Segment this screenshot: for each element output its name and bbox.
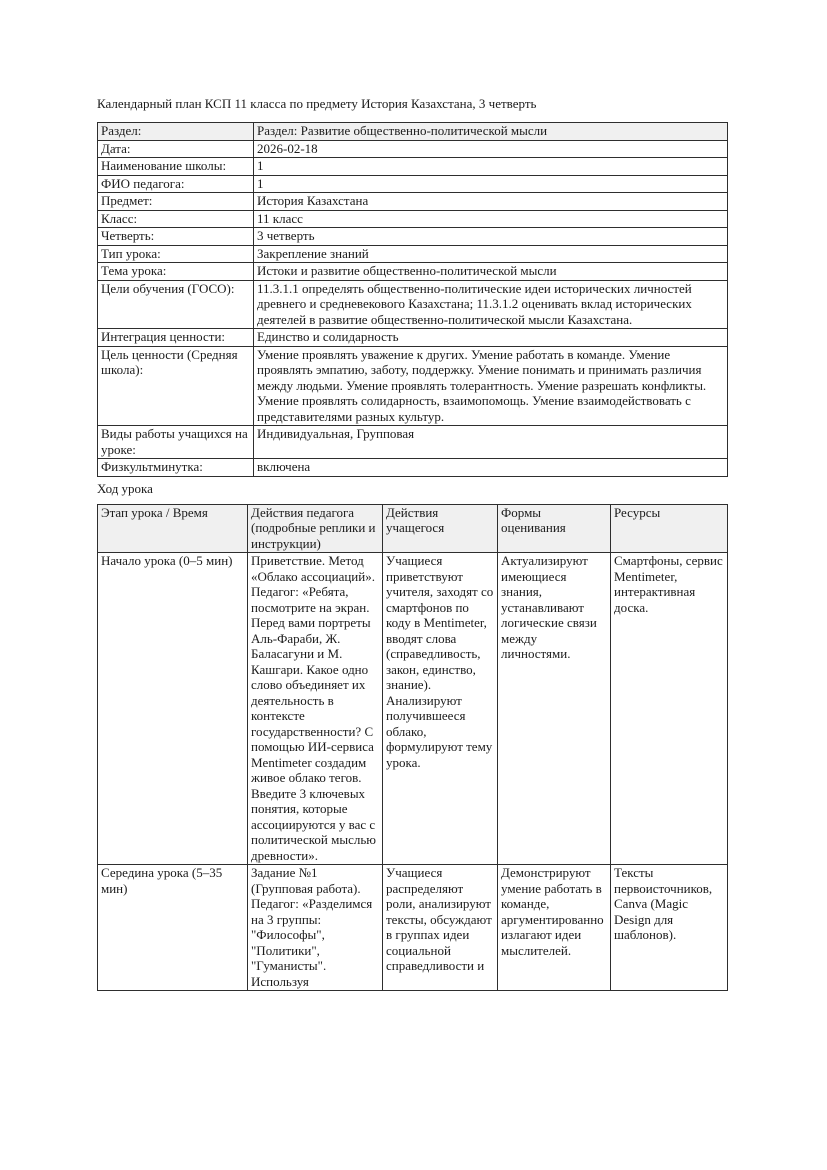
info-row-label: Тема урока:	[98, 263, 254, 281]
info-row-value: 3 четверть	[254, 228, 728, 246]
info-row	[98, 263, 728, 281]
lesson-cell-assessment: Актуализируют имеющиеся знания, устанавливают логические связи между личностями.	[498, 553, 611, 865]
section-heading: Ход урока	[97, 480, 153, 496]
lesson-table-body	[98, 553, 728, 991]
info-row	[98, 210, 728, 228]
info-row-value: 1	[254, 158, 728, 176]
info-row-label: Раздел:	[98, 123, 254, 141]
lesson-cell-resources: Смартфоны, сервис Mentimeter, интерактивная доска.	[611, 553, 728, 865]
lesson-header-cell: Действия учащегося	[383, 504, 498, 553]
lesson-header-cell: Формы оценивания	[498, 504, 611, 553]
lesson-cell-stage: Начало урока (0–5 мин)	[98, 553, 248, 865]
info-row-value: 11 класс	[254, 210, 728, 228]
info-row	[98, 193, 728, 211]
info-row	[98, 245, 728, 263]
info-row-value: 1	[254, 175, 728, 193]
info-row	[98, 228, 728, 246]
info-row-value: Индивидуальная, Групповая	[254, 426, 728, 459]
lesson-row	[98, 553, 728, 865]
info-row-label: Четверть:	[98, 228, 254, 246]
info-row-value: Раздел: Развитие общественно-политической мысли	[254, 123, 728, 141]
info-row	[98, 346, 728, 426]
info-row-label: Наименование школы:	[98, 158, 254, 176]
lesson-cell-teacher: Задание №1 (Групповая работа). Педагог: «Разделимся на 3 группы: "Философы", "Политики", "Гуманисты". Используя	[248, 865, 383, 991]
lesson-header-cell: Действия педагога (подробные реплики и инструкции)	[248, 504, 383, 553]
lesson-cell-student: Учащиеся распределяют роли, анализируют тексты, обсуждают в группах идеи социальной справедливости и	[383, 865, 498, 991]
info-row-value: 11.3.1.1 определять общественно-политические идеи исторических личностей древнего и средневекового Казахстана; 11.3.1.2 оценивать вклад исторических деятелей в развитие общественно-политической мысли Казахстана.	[254, 280, 728, 329]
info-row	[98, 175, 728, 193]
lesson-header-cell: Ресурсы	[611, 504, 728, 553]
lesson-cell-resources: Тексты первоисточников, Canva (Magic Design для шаблонов).	[611, 865, 728, 991]
info-row-value: Истоки и развитие общественно-политической мысли	[254, 263, 728, 281]
info-row-label: Предмет:	[98, 193, 254, 211]
info-row	[98, 123, 728, 141]
info-row-label: Цели обучения (ГОСО):	[98, 280, 254, 329]
info-row	[98, 329, 728, 347]
info-row-label: Интеграция ценности:	[98, 329, 254, 347]
info-table	[97, 122, 728, 477]
info-row-label: ФИО педагога:	[98, 175, 254, 193]
info-row-value: Умение проявлять уважение к других. Умение работать в команде. Умение проявлять эмпатию, заботу, поддержку. Умение понимать и принимать различия между людьми. Умение проявлять толерантность. Умение разрешать конфликты. Умение проявлять солидарность, взаимопомощь. Умение взаимодействовать с представителями разных культур.	[254, 346, 728, 426]
info-row-value: История Казахстана	[254, 193, 728, 211]
lesson-cell-stage: Середина урока (5–35 мин)	[98, 865, 248, 991]
lesson-cell-student: Учащиеся приветствуют учителя, заходят со смартфонов по коду в Mentimeter, вводят слова (справедливость, закон, единство, знание). Анализируют получившееся облако, формулируют тему урока.	[383, 553, 498, 865]
info-row-label: Виды работы учащихся на уроке:	[98, 426, 254, 459]
info-row-label: Дата:	[98, 140, 254, 158]
info-row-label: Физкультминутка:	[98, 459, 254, 477]
lesson-cell-assessment: Демонстрируют умение работать в команде, аргументированно излагают идеи мыслителей.	[498, 865, 611, 991]
info-row	[98, 459, 728, 477]
info-row-value: включена	[254, 459, 728, 477]
info-row	[98, 158, 728, 176]
info-row-label: Класс:	[98, 210, 254, 228]
info-table-body	[98, 123, 728, 477]
info-row-label: Цель ценности (Средняя школа):	[98, 346, 254, 426]
lesson-table	[97, 504, 728, 992]
lesson-header-cell: Этап урока / Время	[98, 504, 248, 553]
info-row-label: Тип урока:	[98, 245, 254, 263]
lesson-cell-teacher: Приветствие. Метод «Облако ассоциаций». Педагог: «Ребята, посмотрите на экран. Перед вами портреты Аль-Фараби, Ж. Баласагуни и М. Кашгари. Какое одно слово объединяет их деятельность в контексте государственности? С помощью ИИ-сервиса Mentimeter создадим живое облако тегов. Введите 3 ключевых понятия, которые ассоциируются у вас с политической мыслью древности».	[248, 553, 383, 865]
lesson-row	[98, 865, 728, 991]
info-row	[98, 140, 728, 158]
page-title: Календарный план КСП 11 класса по предмету История Казахстана, 3 четверть	[97, 96, 537, 111]
info-row-value: Закрепление знаний	[254, 245, 728, 263]
info-row-value: Единство и солидарность	[254, 329, 728, 347]
info-row-value: 2026-02-18	[254, 140, 728, 158]
info-row	[98, 280, 728, 329]
lesson-table-header-row	[98, 504, 728, 553]
info-row	[98, 426, 728, 459]
